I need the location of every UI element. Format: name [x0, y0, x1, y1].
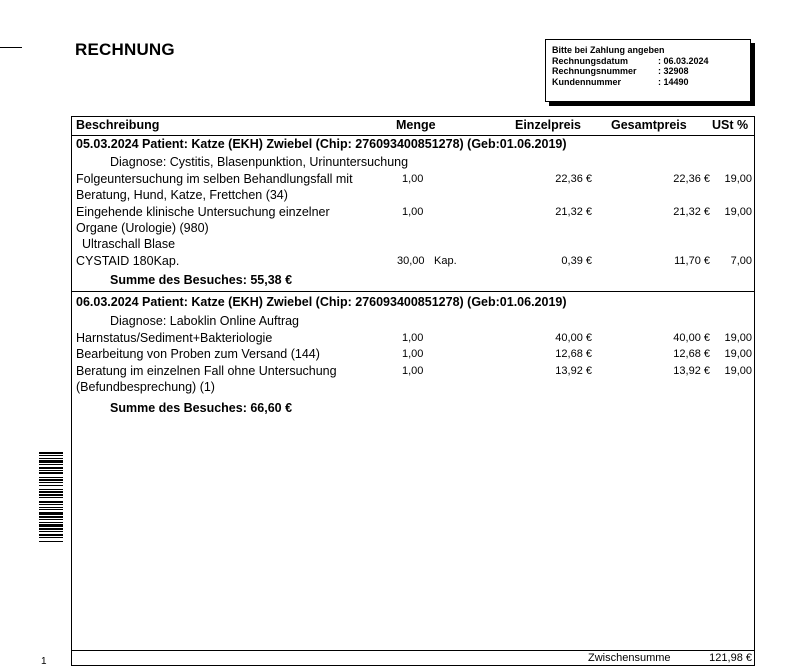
- barcode-bar: [39, 485, 63, 486]
- invoice-number-label: Rechnungsnummer: [552, 66, 637, 76]
- barcode-bar: [39, 541, 63, 542]
- visit-sum: Summe des Besuches: 55,38 €: [110, 273, 293, 287]
- item-total-price: 13,92 €: [673, 365, 710, 377]
- payment-info-heading: Bitte bei Zahlung angeben: [552, 45, 665, 55]
- item-description: Beratung im einzelnen Fall ohne Untersuchung: [76, 364, 337, 378]
- visit-sum: Summe des Besuches: 66,60 €: [110, 401, 293, 415]
- table-header: [72, 117, 754, 136]
- item-description: Harnstatus/Sediment+Bakteriologie: [76, 331, 273, 345]
- invoice-table: [71, 116, 755, 666]
- item-unit-price: 40,00 €: [555, 332, 592, 344]
- barcode: [39, 452, 63, 652]
- item-quantity: 1,00: [402, 332, 424, 344]
- barcode-bar: [39, 491, 63, 493]
- customer-number-label: Kundennummer: [552, 76, 622, 87]
- item-description: Beratung, Hund, Katze, Frettchen (34): [76, 188, 288, 202]
- barcode-bar: [39, 479, 63, 481]
- header-total-price: Gesamtpreis: [611, 118, 687, 132]
- barcode-bar: [39, 504, 63, 505]
- barcode-bar: [39, 467, 63, 469]
- barcode-bar: [39, 477, 63, 478]
- item-quantity: 1,00: [402, 173, 424, 185]
- barcode-bar: [39, 537, 63, 538]
- invoice-date-value: : 06.03.2024: [658, 55, 709, 66]
- diagnosis-text: Diagnose: Cystitis, Blasenpunktion, Urinuntersuchung: [110, 155, 409, 169]
- barcode-bar: [39, 460, 63, 463]
- barcode-bar: [39, 482, 63, 483]
- barcode-bar: [39, 509, 63, 510]
- barcode-bar: [39, 519, 63, 520]
- customer-number-value: : 14490: [658, 76, 689, 87]
- item-vat: 19,00: [724, 348, 752, 360]
- customer-number-row: [552, 77, 750, 88]
- item-vat: 19,00: [724, 365, 752, 377]
- payment-info-box: [545, 39, 751, 102]
- subtotal-row: [72, 650, 754, 666]
- header-description: Beschreibung: [76, 118, 160, 132]
- item-unit-price: 0,39 €: [561, 255, 592, 267]
- item-unit-price: 13,92 €: [555, 365, 592, 377]
- item-quantity: 30,00: [397, 255, 425, 267]
- item-description: Eingehende klinische Untersuchung einzelner: [76, 205, 330, 219]
- item-unit: Kap.: [434, 255, 457, 267]
- visit-header-text: 05.03.2024 Patient: Katze (EKH) Zwiebel (Chip: 276093400851278) (Geb:01.06.2019): [76, 137, 567, 151]
- item-description: Organe (Urologie) (980): [76, 221, 209, 235]
- invoice-date-row: [552, 56, 750, 67]
- item-quantity: 1,00: [402, 348, 424, 360]
- barcode-bar: [39, 528, 63, 530]
- barcode-bar: [39, 522, 63, 523]
- barcode-bar: [39, 470, 63, 471]
- barcode-bar: [39, 458, 63, 459]
- barcode-bar: [39, 507, 63, 508]
- item-description: Folgeuntersuchung im selben Behandlungsfall mit: [76, 172, 353, 186]
- barcode-bar: [39, 464, 63, 465]
- visit-header-text: 06.03.2024 Patient: Katze (EKH) Zwiebel (Chip: 276093400851278) (Geb:01.06.2019): [76, 295, 567, 309]
- page-number: 1: [41, 656, 47, 667]
- invoice-number-value: : 32908: [658, 66, 689, 76]
- barcode-bar: [39, 512, 63, 515]
- item-vat: 19,00: [724, 332, 752, 344]
- item-unit-price: 22,36 €: [555, 173, 592, 185]
- barcode-bar: [39, 494, 63, 496]
- document-title: RECHNUNG: [75, 40, 175, 59]
- item-description: (Befundbesprechung) (1): [76, 380, 215, 394]
- item-total-price: 12,68 €: [673, 348, 710, 360]
- item-total-price: 11,70 €: [674, 255, 710, 267]
- barcode-bar: [39, 531, 63, 532]
- item-total-price: 21,32 €: [673, 206, 710, 218]
- fold-mark: [0, 47, 22, 48]
- item-description: CYSTAID 180Kap.: [76, 254, 180, 268]
- item-total-price: 22,36 €: [673, 173, 710, 185]
- item-quantity: 1,00: [402, 206, 424, 218]
- invoice-date-label: Rechnungsdatum: [552, 55, 629, 66]
- barcode-bar: [39, 497, 63, 498]
- item-vat: 19,00: [724, 173, 752, 185]
- barcode-bar: [39, 489, 63, 490]
- item-note: Ultraschall Blase: [82, 237, 176, 251]
- header-vat: USt %: [712, 118, 749, 132]
- barcode-bar: [39, 472, 63, 474]
- barcode-bar: [39, 534, 63, 536]
- subtotal-label: Zwischensumme: [588, 652, 671, 664]
- barcode-bar: [39, 501, 63, 503]
- item-total-price: 40,00 €: [673, 332, 710, 344]
- item-quantity: 1,00: [402, 365, 424, 377]
- visit-separator: [72, 291, 754, 292]
- barcode-bar: [39, 516, 63, 518]
- barcode-bar: [39, 452, 63, 454]
- header-unit-price: Einzelpreis: [515, 118, 581, 132]
- barcode-bar: [39, 524, 63, 527]
- diagnosis-text: Diagnose: Laboklin Online Auftrag: [110, 314, 300, 328]
- header-quantity: Menge: [396, 118, 436, 132]
- item-description: Bearbeitung von Proben zum Versand (144): [76, 347, 320, 361]
- item-unit-price: 21,32 €: [555, 206, 592, 218]
- subtotal-value: 121,98 €: [709, 652, 752, 664]
- item-unit-price: 12,68 €: [555, 348, 592, 360]
- item-vat: 19,00: [724, 206, 752, 218]
- invoice-number-row: [552, 66, 750, 77]
- item-vat: 7,00: [730, 255, 752, 267]
- barcode-bar: [39, 455, 63, 456]
